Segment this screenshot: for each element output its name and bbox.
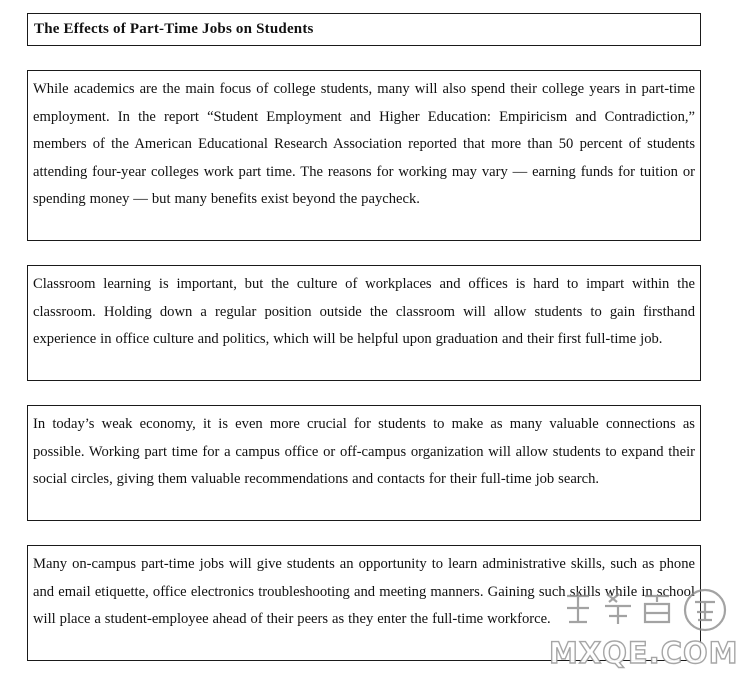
document-title: The Effects of Part-Time Jobs on Students bbox=[34, 21, 314, 37]
paragraph-box-4 bbox=[27, 545, 701, 661]
watermark-text: MXQE.COM bbox=[549, 636, 739, 670]
paragraph-2: Classroom learning is important, but the culture of workplaces and offices is hard to impart within the classroom. Holding down a regular position outside the classroom will allow students to gain firsthand experience in office culture and politics, which will be helpful upon graduation and their first full-time job. bbox=[33, 276, 695, 348]
paragraph-1: While academics are the main focus of college students, many will also spend their college years in part-time employment. In the report “Student Employment and Higher Education: Empiricism and Contradiction,” members of the American Educational Research Association reported that more than 50 percent of students attending four-year colleges work part time. The reasons for working may vary — earning funds for tuition or spending money — but many benefits exist beyond the paycheck. bbox=[33, 81, 695, 208]
paragraph-4: Many on-campus part-time jobs will give students an opportunity to learn administrative skills, such as phone and email etiquette, office electronics troubleshooting and meeting manners. Gaining such skills while in school will place a student-employee ahead of their peers as they enter the full-time workforce. bbox=[33, 556, 695, 628]
paragraph-box-2 bbox=[27, 265, 701, 381]
paragraph-box-3 bbox=[27, 405, 701, 521]
paragraph-3: In today’s weak economy, it is even more crucial for students to make as many valuable connections as possible. Working part time for a campus office or off-campus organization will allow students to expand their social circles, giving them valuable recommendations and contacts for their full-time job search. bbox=[33, 416, 695, 488]
title-box bbox=[27, 13, 701, 46]
paragraph-box-1 bbox=[27, 70, 701, 241]
